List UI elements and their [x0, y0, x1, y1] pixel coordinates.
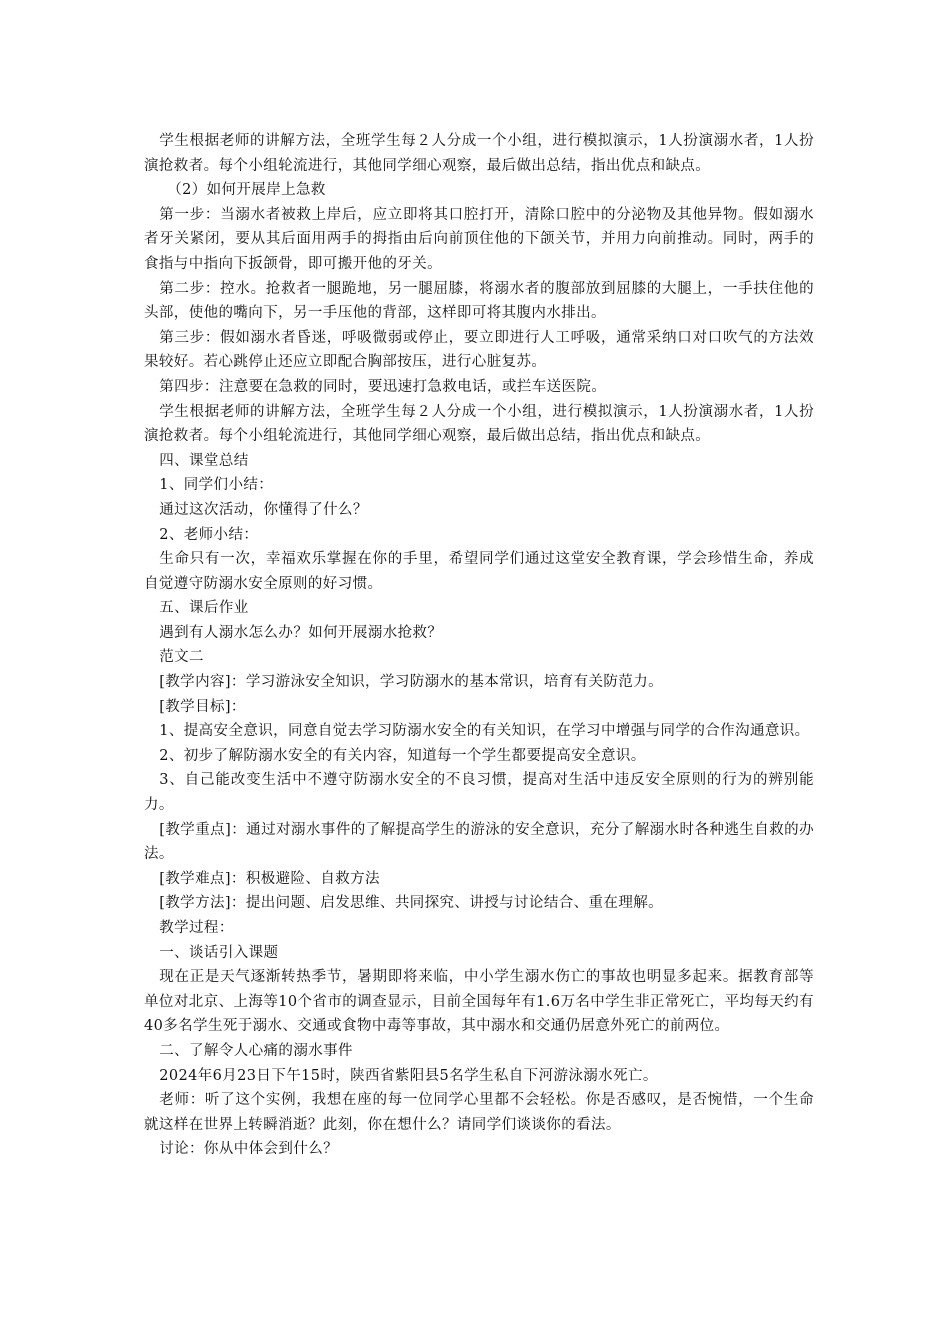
paragraph: 2、初步了解防溺水安全的有关内容，知道每一个学生都要提高安全意识。 [159, 747, 646, 764]
paragraph: 通过这次活动，你懂得了什么？ [159, 501, 368, 518]
paragraph: 第四步：注意要在急救的同时，要迅速打急救电话，或拦车送医院。 [159, 378, 607, 395]
paragraph: 第一步：当溺水者被救上岸后，应立即将其口腔打开，清除口腔中的分泌物及其他异物。假如溺水者牙关紧闭，要从其后面用两手的拇指由后向前顶住他的下颌关节，并用力向前推动。同时，两手的食指与中指向下扳颌骨，即可搬开他的牙关。 [144, 206, 814, 272]
paragraph: 讨论：你从中体会到什么？ [159, 1141, 339, 1158]
paragraph: 教学过程： [159, 920, 234, 936]
paragraph: 3、自己能改变生活中不遵守防溺水安全的不良习惯，提高对生活中违反安全原则的行为的辨别能力。 [144, 772, 814, 814]
paragraph: 1、提高安全意识，同意自觉去学习防溺水安全的有关知识，在学习中增强与同学的合作沟通意识。 [159, 723, 810, 740]
paragraph: 学生根据老师的讲解方法，全班学生每２人分成一个小组，进行模拟演示，1人扮演溺水者，1人扮演抢救者。每个小组轮流进行，其他同学细心观察，最后做出总结，指出优点和缺点。 [144, 403, 814, 445]
section-heading: 二、了解令人心痛的溺水事件 [159, 1042, 353, 1059]
paragraph: [教学目标]： [159, 698, 246, 715]
document-body [144, 129, 814, 1162]
paragraph: 学生根据老师的讲解方法，全班学生每２人分成一个小组，进行模拟演示，1人扮演溺水者，1人扮演抢救者。每个小组轮流进行，其他同学细心观察，最后做出总结，指出优点和缺点。 [144, 133, 814, 174]
section-heading: 五、课后作业 [159, 600, 249, 617]
paragraph: 遇到有人溺水怎么办？如何开展溺水抢救？ [159, 624, 443, 641]
paragraph: [教学方法]：提出问题、启发思维、共同探究、讲授与讨论结合、重在理解。 [159, 895, 664, 912]
paragraph: 生命只有一次，幸福欢乐掌握在你的手里，希望同学们通过这堂安全教育课，学会珍惜生命，养成自觉遵守防溺水安全原则的好习惯。 [144, 551, 814, 592]
paragraph: 2、老师小结： [159, 526, 259, 543]
paragraph: [教学重点]：通过对溺水事件的了解提高学生的游泳的安全意识，充分了解溺水时各种逃生自救的办法。 [144, 821, 814, 863]
section-heading: （2）如何开展岸上急救 [167, 182, 326, 199]
section-heading: 一、谈话引入课题 [159, 944, 279, 961]
paragraph: 现在正是天气逐渐转热季节，暑期即将来临，中小学生溺水伤亡的事故也明显多起来。据教育部等单位对北京、上海等10个省市的调查显示，目前全国每年有1.6万名中学生非正常死亡，平均每天约有40多名学生死于溺水、交通或食物中毒等事故，其中溺水和交通仍居意外死亡的前两位。 [144, 969, 814, 1035]
paragraph: 第三步：假如溺水者昏迷，呼吸微弱或停止，要立即进行人工呼吸，通常采纳口对口吹气的方法效果较好。若心跳停止还应立即配合胸部按压，进行心脏复苏。 [144, 329, 814, 371]
paragraph: 老师：听了这个实例，我想在座的每一位同学心里都不会轻松。你是否感叹，是否惋惜，一个生命就这样在世界上转瞬消逝？此刻，你在想什么？请同学们谈谈你的看法。 [144, 1092, 814, 1133]
paragraph: 1、同学们小结： [159, 477, 274, 494]
paragraph: [教学难点]：积极避险、自救方法 [159, 870, 380, 887]
paragraph: 2024年6月23日下午15时，陕西省紫阳县5名学生私自下河游泳溺水死亡。 [159, 1067, 658, 1084]
paragraph: 第二步：控水。抢救者一腿跪地，另一腿屈膝，将溺水者的腹部放到屈膝的大腿上，一手扶住他的头部，使他的嘴向下，另一手压他的背部，这样即可将其腹内水排出。 [144, 280, 814, 322]
section-heading: 范文二 [159, 649, 204, 666]
section-heading: 四、课堂总结 [159, 452, 249, 469]
paragraph: [教学内容]：学习游泳安全知识，学习防溺水的基本常识，培育有关防范力。 [159, 674, 664, 691]
